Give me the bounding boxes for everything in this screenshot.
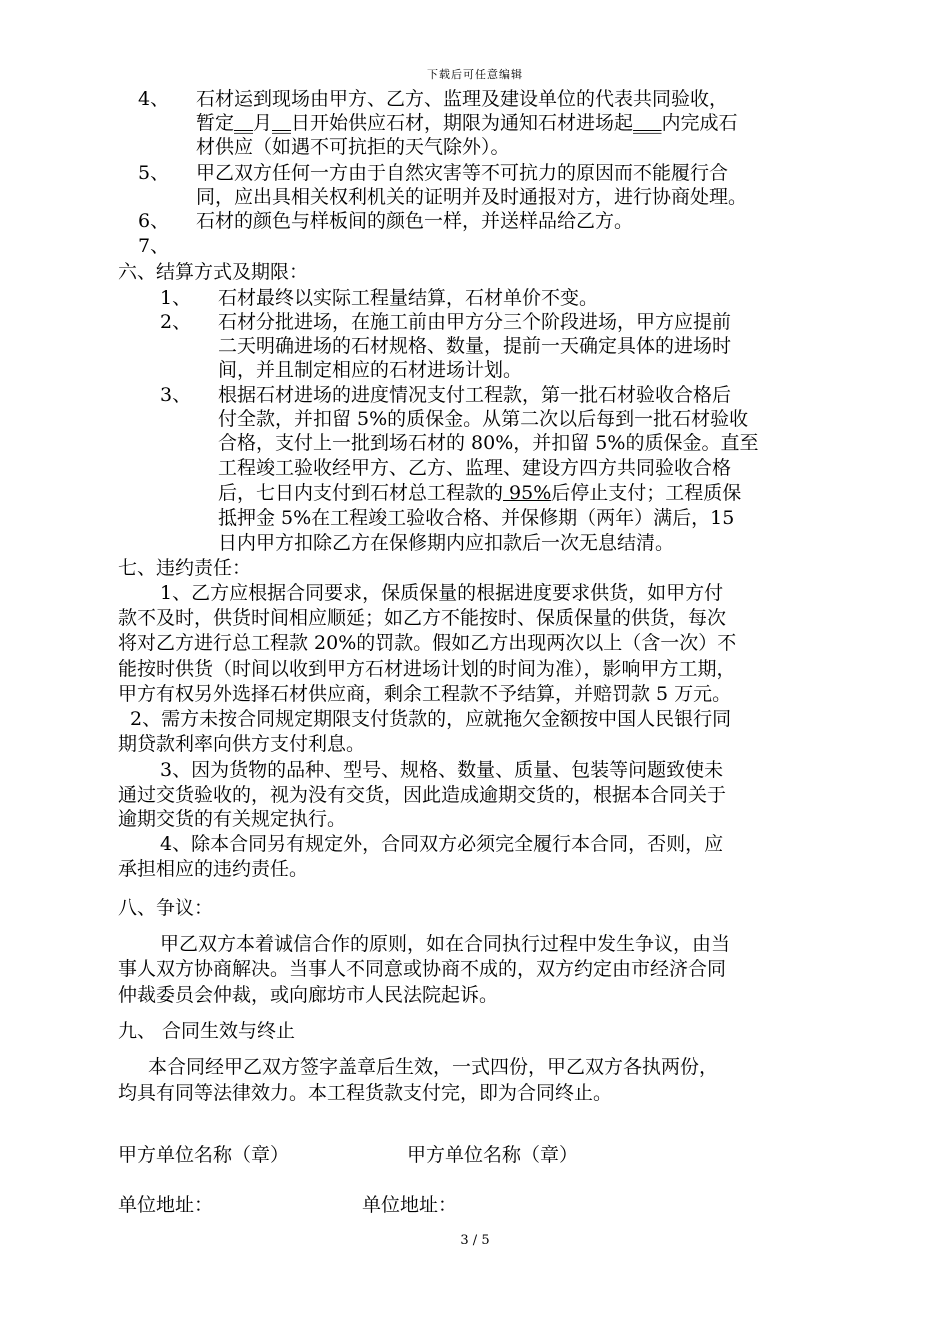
party-b-address-label: 单位地址：	[362, 1194, 458, 1216]
section-title: 六、结算方式及期限：	[118, 261, 309, 283]
blank-day: __	[272, 112, 292, 134]
item-number: 7、	[138, 235, 170, 257]
paragraph-line: 逾期交货的有关规定执行。	[118, 808, 347, 830]
paragraph-line: 通过交货验收的，视为没有交货，因此造成逾期交货的，根据本合同关于	[118, 784, 727, 806]
paragraph-line: 均具有同等法律效力。本工程货款支付完，即为合同终止。	[118, 1082, 613, 1104]
paragraph-line: 3、因为货物的品种、型号、规格、数量、质量、包装等问题致使未	[160, 759, 724, 781]
item-number: 6、	[138, 210, 170, 232]
page-header: 下载后可任意编辑	[427, 68, 523, 81]
item-text: 工程竣工验收经甲方、乙方、监理、建设方四方共同验收合格	[218, 457, 732, 479]
item-number: 3、	[160, 384, 192, 406]
paragraph-line: 甲乙双方本着诚信合作的原则，如在合同执行过程中发生争议，由当	[160, 933, 731, 955]
item-text: 石材最终以实际工程量结算，石材单价不变。	[218, 287, 599, 309]
item-text: 石材分批进场，在施工前由甲方分三个阶段进场，甲方应提前	[218, 311, 732, 333]
paragraph-line: 款不及时，供货时间相应顺延；如乙方不能按时、保质保量的供货，每次	[118, 607, 727, 629]
paragraph-line: 2、需方未按合同规定期限支付货款的，应就拖欠金额按中国人民银行同	[130, 708, 732, 730]
item-text: 同，应出具相关权利机关的证明并及时通报对方，进行协商处理。	[196, 186, 748, 208]
item-text: 二天明确进场的石材规格、数量，提前一天确定具体的进场时	[218, 335, 732, 357]
blank-month: __	[234, 112, 254, 134]
paragraph-line: 仲裁委员会仲裁，或向廊坊市人民法院起诉。	[118, 984, 499, 1006]
item-text: 石材的颜色与样板间的颜色一样，并送样品给乙方。	[196, 210, 634, 232]
item-text: 石材运到现场由甲方、乙方、监理及建设单位的代表共同验收，	[196, 88, 729, 110]
item-text: 合格，支付上一批到场石材的 80%，并扣留 5%的质保金。直至	[218, 432, 759, 454]
paragraph-line: 期贷款利率向供方支付利息。	[118, 733, 366, 755]
item-number: 1、	[160, 287, 192, 309]
paragraph-line: 本合同经甲乙双方签字盖章后生效，一式四份，甲乙双方各执两份，	[148, 1056, 719, 1078]
section-title: 七、违约责任：	[118, 557, 252, 579]
section-title: 九、 合同生效与终止	[118, 1020, 296, 1042]
percent-underlined: 95%	[503, 482, 552, 504]
paragraph-line: 承担相应的违约责任。	[118, 858, 309, 880]
item-text: 暂定__月__日开始供应石材，期限为通知石材进场起___内完成石	[196, 112, 738, 134]
party-a-name-label: 甲方单位名称（章）	[118, 1144, 290, 1166]
paragraph-line: 1、乙方应根据合同要求，保质保量的根据进度要求供货，如甲方付	[160, 582, 724, 604]
item-number: 5、	[138, 162, 170, 184]
paragraph-line: 能按时供货（时间以收到甲方石材进场计划的时间为准），影响甲方工期，	[118, 658, 736, 680]
item-text: 付全款，并扣留 5%的质保金。从第二次以后每到一批石材验收	[218, 408, 749, 430]
item-text: 间，并且制定相应的石材进场计划。	[218, 359, 523, 381]
page-number: 3 / 5	[460, 1233, 490, 1248]
item-number: 4、	[138, 88, 170, 110]
item-text: 甲乙双方任何一方由于自然灾害等不可抗力的原因而不能履行合	[196, 162, 729, 184]
item-number: 2、	[160, 311, 192, 333]
item-text: 抵押金 5%在工程竣工验收合格、并保修期（两年）满后，15	[218, 507, 735, 529]
blank-period: ___	[633, 112, 662, 134]
party-b-name-label: 甲方单位名称（章）	[407, 1144, 579, 1166]
paragraph-line: 将对乙方进行总工程款 20%的罚款。假如乙方出现两次以上（含一次）不	[118, 632, 737, 654]
paragraph-line: 甲方有权另外选择石材供应商，剩余工程款不予结算，并赔罚款 5 万元。	[118, 683, 732, 705]
paragraph-line: 4、除本合同另有规定外，合同双方必须完全履行本合同，否则，应	[160, 833, 724, 855]
paragraph-line: 事人双方协商解决。当事人不同意或协商不成的，双方约定由市经济合同	[118, 958, 727, 980]
item-text: 日内甲方扣除乙方在保修期内应扣款后一次无息结清。	[218, 532, 675, 554]
party-a-address-label: 单位地址：	[118, 1194, 214, 1216]
item-text: 后，七日内支付到石材总工程款的 95%后停止支付；工程质保	[218, 482, 742, 504]
item-text: 根据石材进场的进度情况支付工程款，第一批石材验收合格后	[218, 384, 732, 406]
item-text: 材供应（如遇不可抗拒的天气除外）。	[196, 136, 510, 158]
section-title: 八、争议：	[118, 897, 214, 919]
